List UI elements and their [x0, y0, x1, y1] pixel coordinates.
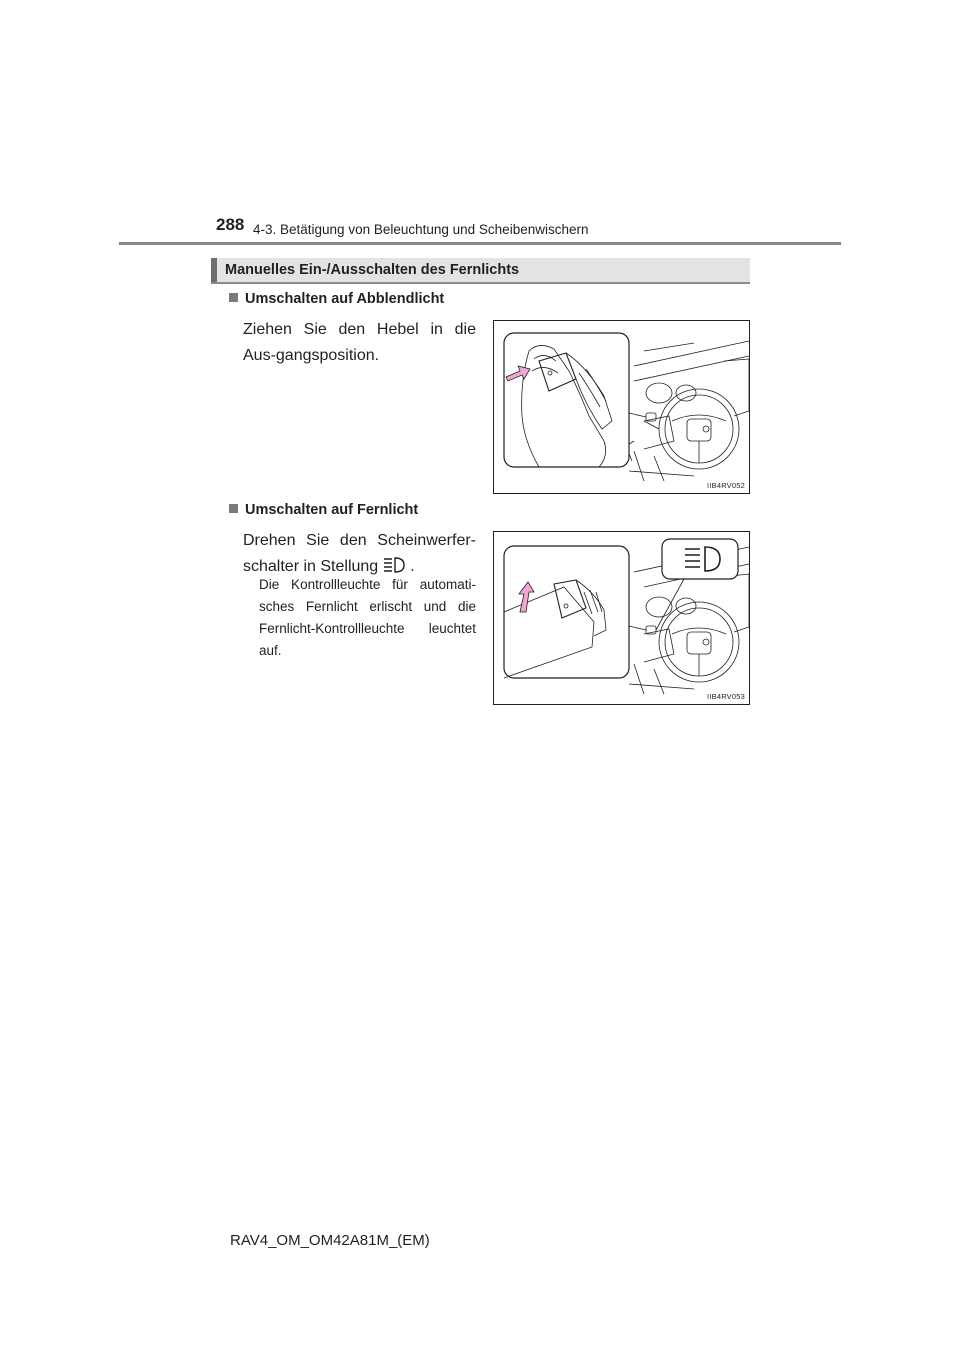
instruction-low-beam: Ziehen Sie den Hebel in die Aus-gangsposition. [243, 321, 476, 364]
note-high-beam: Die Kontrollleuchte für automati-sches Fernlicht erlischt und die Fernlicht-Kontrollleuchte leuchtet auf. [259, 577, 476, 658]
square-bullet-icon [229, 293, 238, 302]
switch-rotate-illustration [494, 532, 749, 704]
figure-code: IIB4RV052 [707, 481, 745, 490]
chapter-title: 4-3. Betätigung von Beleuchtung und Scheibenwischern [253, 222, 589, 237]
figure-high-beam [493, 531, 750, 705]
subheading-low-beam-text: Umschalten auf Abblendlicht [245, 291, 445, 307]
lever-pull-illustration [494, 321, 749, 493]
header-rule [119, 242, 841, 245]
section-heading-bar [211, 258, 750, 284]
instruction-high-beam-end: . [410, 558, 415, 575]
subheading-high-beam [229, 502, 418, 518]
figure-code: IIB4RV053 [707, 692, 745, 701]
instruction-high-beam-text: Drehen Sie den Scheinwerfer-schalter in Stellung [243, 532, 476, 575]
figure-low-beam [493, 320, 750, 494]
subheading-high-beam-text: Umschalten auf Fernlicht [245, 502, 419, 518]
square-bullet-icon [229, 504, 238, 513]
high-beam-icon [382, 555, 406, 575]
section-accent [211, 258, 217, 282]
section-title: Manuelles Ein-/Ausschalten des Fernlichts [225, 262, 520, 278]
page-number: 288 [216, 215, 245, 234]
subheading-low-beam [229, 291, 444, 307]
instruction-high-beam [243, 528, 476, 580]
document-id: RAV4_OM_OM42A81M_(EM) [230, 1232, 430, 1249]
